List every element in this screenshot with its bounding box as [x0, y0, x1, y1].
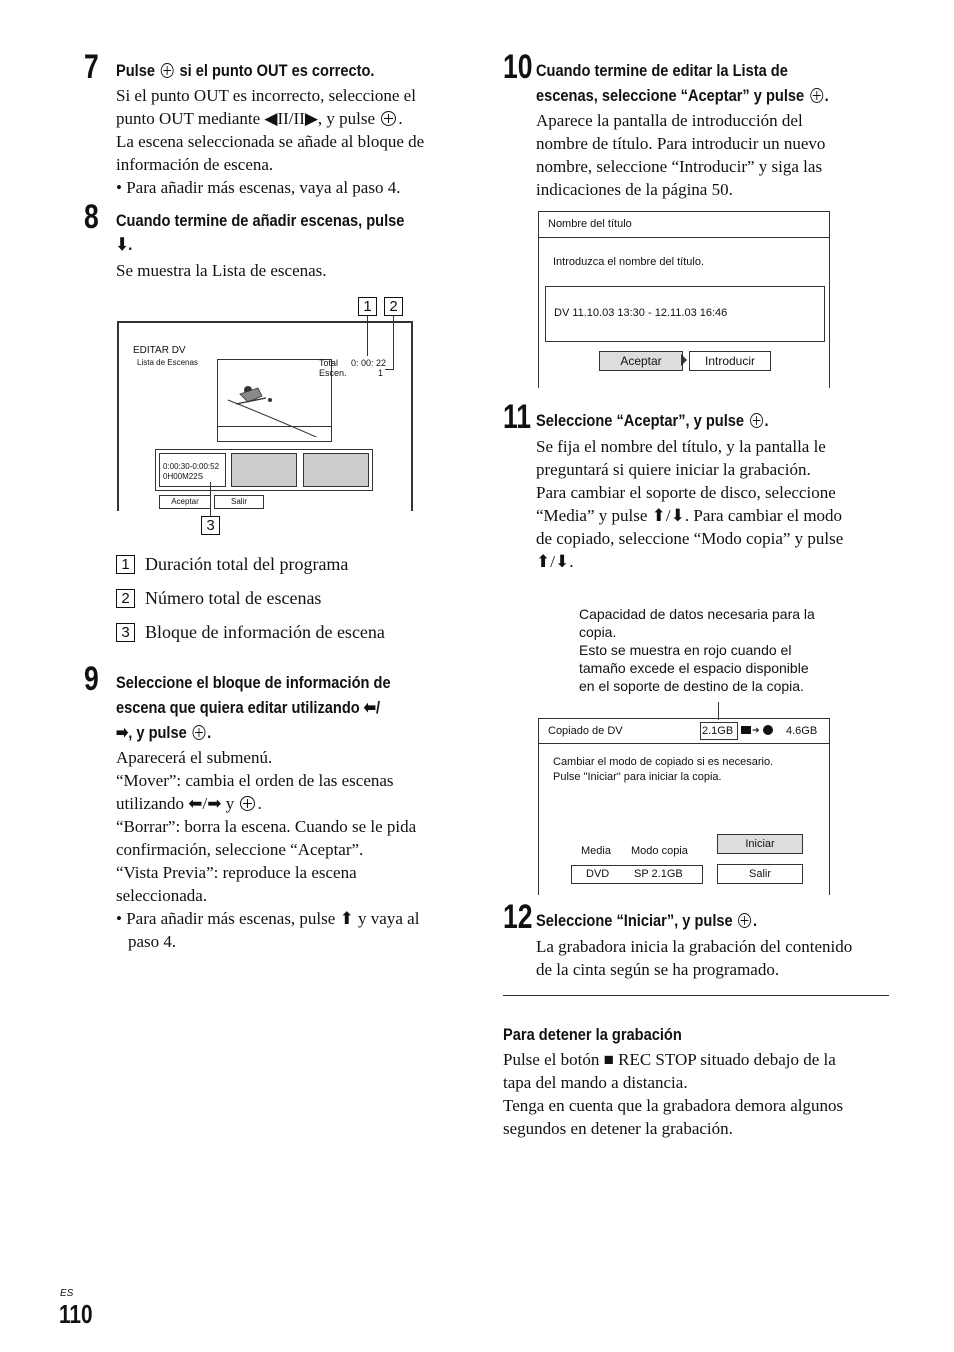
copy-message: Pulse "Iniciar" para iniciar la copia. [553, 771, 722, 783]
step-9-bullet: paso 4. [128, 932, 177, 951]
step-7-heading-a: Pulse [116, 61, 156, 80]
title-name-screen [538, 211, 830, 388]
disc-icon [763, 725, 773, 735]
callout-3: 3 [201, 516, 220, 535]
step-7-line: información de escena. [116, 155, 274, 174]
step-9-line: seleccionada. [116, 886, 208, 905]
enter-button-icon [738, 913, 751, 928]
capacity-note: Capacidad de datos necesaria para la copia. Esto se muestra en rojo cuando el tamaño excede el espacio disponible en el soporte de destino de la copia. [579, 606, 815, 694]
scenes-value: 1 [378, 368, 384, 378]
scenes-label: Escen. [319, 368, 347, 378]
step-11-line: Se fija el nombre del título, y la pantalla le [536, 437, 826, 456]
legend-item: 2 Número total de escenas [116, 587, 321, 609]
section-divider [503, 995, 889, 996]
step-9-line: “Borrar”: borra la escena. Cuando se le pida [116, 817, 417, 836]
arrow-right-icon: ➔ [752, 726, 760, 736]
stop-line: Tenga en cuenta que la grabadora demora algunos [503, 1096, 844, 1115]
step-10-body [536, 109, 896, 201]
step-7-line-text: punto OUT mediante ◀II/II▶, y pulse [116, 109, 376, 128]
available-size: 4.6GB [786, 725, 818, 737]
enter-button-icon [810, 88, 823, 103]
step-7-heading [116, 58, 374, 83]
step-11-line: ⬆/⬇. [536, 552, 574, 571]
step-number-10: 10 [503, 48, 533, 86]
language-code: ES [60, 1288, 74, 1299]
divider [539, 237, 829, 238]
step-number-12: 12 [503, 898, 533, 936]
step-9-heading-line: escena que quiera editar utilizando ⬅/ [116, 698, 381, 717]
media-label: Media [581, 845, 611, 857]
step-9-line: “Mover”: cambia el orden de las escenas [116, 771, 394, 790]
step-number-9: 9 [84, 660, 99, 698]
step-number-7: 7 [84, 48, 99, 86]
step-11-body [536, 435, 896, 573]
callout-line [210, 482, 211, 516]
step-11-line: Para cambiar el soporte de disco, seleccione [536, 483, 836, 502]
step-10-heading-line: Cuando termine de editar la Lista de [536, 61, 788, 80]
step-12-heading: Seleccione “Iniciar”, y pulse . [536, 911, 758, 930]
step-11-heading: Seleccione “Aceptar”, y pulse . [536, 411, 769, 430]
stop-heading: Para detener la grabación [503, 1025, 682, 1044]
title-input[interactable] [545, 286, 825, 342]
enter-text-button[interactable]: Introducir [689, 351, 771, 371]
step-7-bullet: • Para añadir más escenas, vaya al paso 4. [116, 178, 401, 197]
step-7-line: Si el punto OUT es incorrecto, seleccione el [116, 86, 416, 105]
step-11-line: preguntará si quiere iniciar la grabación. [536, 460, 811, 479]
stop-line: Pulse el botón ■ REC STOP situado debajo de la [503, 1050, 836, 1069]
screen-title: Nombre del título [548, 218, 632, 230]
copy-message: Cambiar el modo de copiado si es necesario. [553, 756, 774, 768]
media-value: DVD [586, 868, 610, 880]
arrow-right-icon [681, 354, 687, 366]
callout-2: 2 [384, 297, 403, 316]
step-7-line: punto OUT mediante ◀II/II▶, y pulse . [116, 109, 403, 128]
step-9-line: Aparecerá el submenú. [116, 748, 273, 767]
total-label: Total [319, 358, 339, 368]
step-10-line: Aparece la pantalla de introducción del [536, 111, 803, 130]
step-number-8: 8 [84, 198, 99, 236]
mode-value: SP 2.1GB [634, 868, 683, 880]
callout-line [385, 369, 394, 370]
step-9-line: “Vista Previa”: reproduce la escena [116, 863, 357, 882]
enter-button-icon [193, 725, 206, 740]
stop-line: segundos en detener la grabación. [503, 1119, 733, 1138]
step-12-line: La grabadora inicia la grabación del contenido [536, 937, 853, 956]
accept-button[interactable]: Aceptar [159, 495, 211, 509]
step-11-line: de copiado, seleccione “Modo copia” y pulse [536, 529, 844, 548]
enter-button-icon [240, 796, 255, 811]
stop-body [503, 1048, 903, 1140]
accept-button[interactable]: Aceptar [599, 351, 683, 371]
divider [539, 743, 829, 744]
step-7-heading-b: si el punto OUT es correcto. [179, 61, 375, 80]
edit-dv-screen [117, 321, 413, 511]
clip-time: 0:00:30-0:00:52 [163, 462, 220, 471]
legend-item: 3 Bloque de información de escena [116, 621, 385, 643]
enter-button-icon [750, 413, 763, 428]
step-7-body [116, 84, 476, 199]
step-8-body: Se muestra la Lista de escenas. [116, 261, 327, 280]
step-10-line: nombre de título. Para introducir un nuevo [536, 134, 826, 153]
tape-icon [741, 726, 751, 734]
size-box [700, 722, 738, 740]
step-10-heading-line: escenas, seleccione “Aceptar” y pulse . [536, 86, 829, 105]
step-9-body [116, 746, 476, 953]
total-value: 0: 00: 22 [351, 358, 387, 368]
step-8-heading-line: Cuando termine de añadir escenas, pulse [116, 211, 405, 230]
step-8-heading-line: ⬇. [116, 235, 133, 254]
step-7-line: La escena seleccionada se añade al bloque de [116, 132, 425, 151]
callout-1: 1 [358, 297, 377, 316]
exit-button[interactable]: Salir [717, 864, 803, 884]
mode-label: Modo copia [631, 845, 688, 857]
callout-line [367, 316, 368, 356]
copy-dv-screen [538, 718, 830, 895]
media-mode-field[interactable] [571, 865, 703, 884]
clip-code: 0H00M22S [163, 472, 204, 481]
step-11-line: “Media” y pulse ⬆/⬇. Para cambiar el modo [536, 506, 843, 525]
step-10-line: nombre, seleccione “Introducir” y siga las [536, 157, 823, 176]
step-number-11: 11 [503, 398, 532, 436]
step-9-heading-line: Seleccione el bloque de información de [116, 673, 391, 692]
step-10-line: indicaciones de la página 50. [536, 180, 733, 199]
step-9-heading-line: ➡, y pulse . [116, 723, 212, 742]
title-value: DV 11.10.03 13:30 - 12.11.03 16:46 [554, 307, 728, 319]
screen-title: Copiado de DV [548, 725, 623, 737]
stop-line: tapa del mando a distancia. [503, 1073, 688, 1092]
preview-bar [217, 426, 332, 442]
step-12-body [536, 935, 906, 981]
exit-button[interactable]: Salir [214, 495, 264, 509]
step-9-bullet: • Para añadir más escenas, pulse ⬆ y vaya al [116, 909, 420, 928]
scene-info-block[interactable] [159, 453, 226, 487]
title-prompt: Introduzca el nombre del título. [553, 256, 705, 268]
scene-thumbnail[interactable] [231, 453, 297, 487]
required-size: 2.1GB [702, 725, 734, 737]
step-9-line: utilizando ⬅/➡ y . [116, 794, 262, 813]
scene-thumbnail[interactable] [303, 453, 369, 487]
screen-title: EDITAR DV [133, 345, 186, 356]
step-9-line: confirmación, seleccione “Aceptar”. [116, 840, 364, 859]
step-12-line: de la cinta según se ha programado. [536, 960, 780, 979]
legend-item: 1 Duración total del programa [116, 553, 348, 575]
screen-subtitle: Lista de Escenas [137, 358, 198, 367]
page-number: 110 [59, 1299, 93, 1329]
callout-line [393, 316, 394, 370]
enter-button-icon [381, 111, 396, 126]
start-button[interactable]: Iniciar [717, 834, 803, 854]
enter-button-icon [161, 63, 174, 78]
